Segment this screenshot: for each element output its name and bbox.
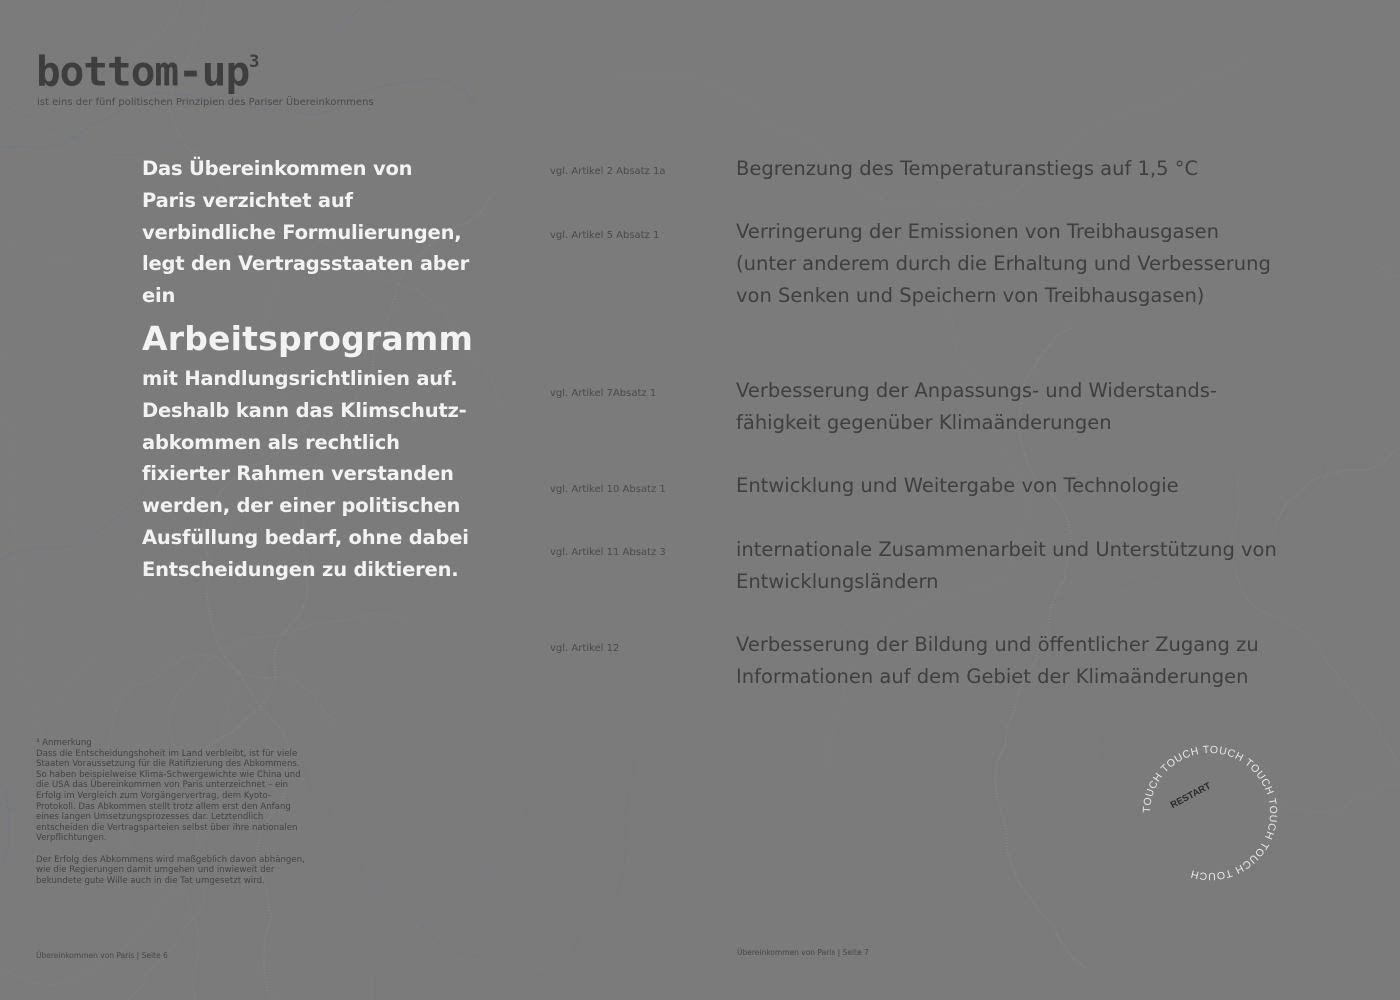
page-title: bottom-$up^3$ [36, 47, 260, 96]
texture-line [616, 59, 1249, 208]
intro-text [142, 153, 472, 586]
title-superscript: 3 [249, 52, 260, 72]
article-reference: vgl. Artikel 11 Absatz 3 [550, 547, 666, 558]
footnote-heading: ³ Anmerkung [36, 738, 92, 748]
intro-highlight: Arbeitsprogramm [142, 318, 474, 358]
texture-line [1272, 282, 1400, 537]
article-reference: vgl. Artikel 5 Absatz 1 [550, 230, 660, 241]
restart-label: RESTART [1168, 780, 1213, 812]
texture-line [1377, 265, 1400, 456]
article-reference: vgl. Artikel 7Absatz 1 [550, 388, 657, 399]
page-footer-left: Übereinkommen von Paris | Seite 6 [36, 951, 168, 960]
page-subtitle: ist eins der fünf politischen Prinzipien des Pariser Übereinkommens [37, 97, 374, 108]
program-goal: Entwicklung und Weitergabe von Technologie [736, 474, 1179, 497]
program-goal: Verringerung der Emissionen von Treibhausgasen (unter anderem durch die Erhaltung und Verbesserung von Senken und Speichern von Treibhausgasen) [736, 220, 1271, 307]
footnote-paragraph: Der Erfolg des Abkommens wird maßgeblich davon abhängen, wie die Regierungen damit umgehen und inwieweit der bekundete gute Wille auch in die Tat umgesetzt wird. [36, 854, 305, 886]
footnote-paragraph: Dass die Entscheidungshoheit im Land verbleibt, ist für viele Staaten Voraussetzung für die Ratifizierung des Abkommens. So haben beispielweise Klima-Schwergewichte wie China und die USA das Übereinkommen von Paris unterzeichnet – ein Erfolg im Vergleich zum Vorgängervertrag, dem Kyoto-Protokoll. Das Abkommen stellt trotz allem erst den Anfang eines langen Umsetzungsprozesses dar. Letztendlich entscheiden die Vertragsparteien selbst über ihre nationalen Verpflichtungen. [36, 748, 301, 844]
article-reference: vgl. Artikel 10 Absatz 1 [550, 484, 666, 495]
texture-line [1269, 617, 1400, 812]
footnote [36, 738, 306, 897]
texture-line [335, 794, 538, 1000]
article-reference: vgl. Artikel 2 Absatz 1a [550, 166, 666, 177]
intro-rest: mit Handlungsrichtlinien auf. Deshalb kann das Klimschutz-abkommen als rechtlich fixierter Rahmen verstanden werden, der einer politischen Ausfüllung bedarf, ohne dabei Entscheidungen zu diktieren. [142, 366, 469, 581]
page-footer-right: Übereinkommen von Paris | Seite 7 [737, 948, 869, 957]
texture-line [0, 124, 10, 360]
restart-button[interactable] [1140, 743, 1280, 883]
intro-lead: Das Übereinkommen von Paris verzichtet auf verbindliche Formulierungen, legt den Vertragsstaaten aber ein [142, 157, 469, 308]
svg-text:TOUCH TOUCH TOUCH TOUCH TOUCH [1141, 744, 1279, 882]
article-reference: vgl. Artikel 12 [550, 643, 620, 654]
program-goal: internationale Zusammenarbeit und Unterstützung von Entwicklungsländern [736, 538, 1277, 593]
program-goal: Verbesserung der Bildung und öffentlicher Zugang zu Informationen auf dem Gebiet der Klimaänderungen [736, 633, 1259, 688]
touch-ring-text: TOUCH TOUCH TOUCH TOUCH TOUCH TOUCH TOUCH [1140, 743, 1280, 883]
program-goal: Verbesserung der Anpassungs- und Widerstands-fähigkeit gegenüber Klimaänderungen [736, 379, 1217, 434]
program-goal: Begrenzung des Temperaturanstiegs auf 1,5 °C [736, 157, 1199, 180]
texture-line [265, 649, 633, 977]
